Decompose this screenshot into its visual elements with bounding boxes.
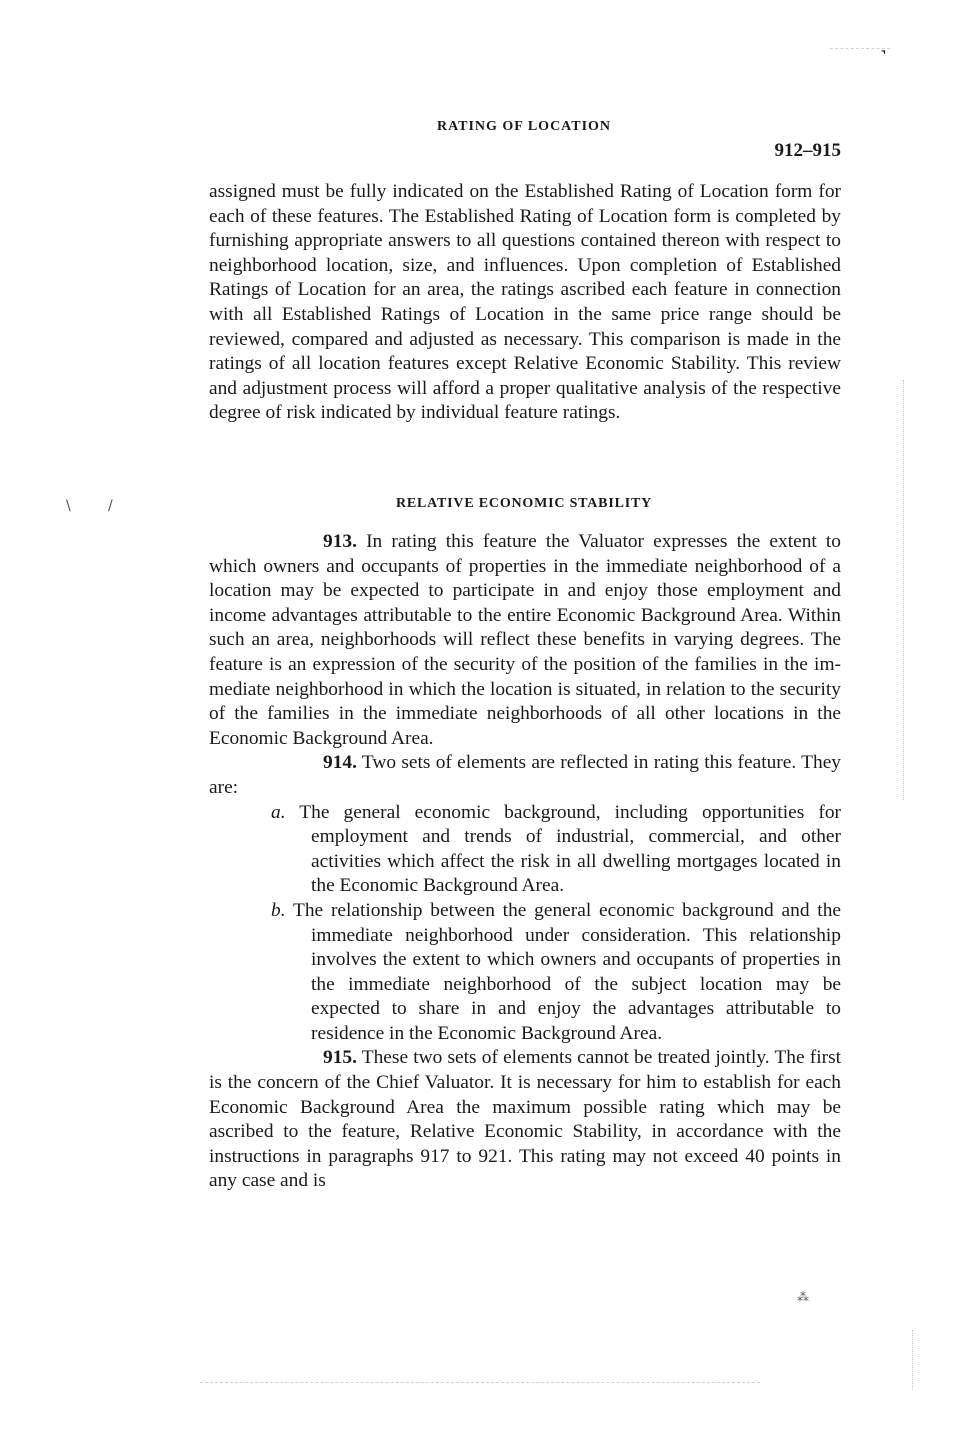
paragraph-text: Two sets of elements are reflected in rating this feature. They are: bbox=[209, 752, 841, 798]
paragraph-text: assigned must be fully indicated on the Established Rating of Location form for each of these features. The Established Rating of Location form is completed by furnishing appropriate answers to all questions contained thereon with respect to neighborhood location, size, and influences. Upon completion of Established Ratings of Location for an area, the ratings ascribed each feature in connection with all Established Ratings of Location in the same price range should be reviewed, compared and adjusted as necessary. This comparison is made in the ratings of all location features except Relative Economic Stability. This review and adjustment process will afford a proper qualitative analysis of the respective degree of risk indicated by individual feature ratings. bbox=[209, 181, 841, 424]
list-letter: b. bbox=[271, 899, 286, 921]
paragraph-text: These two sets of elements cannot be treated jointly. The first is the concern of the Chief Valuator. It is necessary for him to establish for each Economic Background Area the maximum possible rating which may be ascribed to the feature, Relative Economic Stability, in accordance with the instructions in paragraphs 917 to 921. This rating may not exceed 40 points in any case and is bbox=[209, 1047, 841, 1192]
list-letter: a. bbox=[271, 801, 286, 823]
list-item-text: The relationship between the general economic background and the immediate neighborhood under consideration. This relationship involves the extent to which owners and occupants of properties in the immediate neighborhood of the subject location may be expected to share in and enjoy the advantages attributable to residence in the Economic Background Area. bbox=[293, 899, 842, 1044]
element-list bbox=[209, 801, 841, 1047]
section-numbers: 912–915 bbox=[774, 140, 841, 161]
running-title: RATING OF LOCATION bbox=[436, 119, 612, 134]
list-item bbox=[271, 801, 841, 899]
section-body bbox=[209, 530, 841, 1194]
paragraph-text: In rating this feature the Valuator expresses the extent to which owners and occupants of properties in the immediate neighborhood of a location may be expected to participate in and enjoy those employment and income advantages attributable to the entire Economic Background Area. Within such an area, neighborhoods will reflect these benefits in varying degrees. The feature is an expression of the security of the position of the families in the immediate neighborhood in which the location is situated, in relation to the security of the families in the immediate neighborhoods of all other locations in the Economic Background Area. bbox=[209, 531, 841, 749]
list-item bbox=[271, 899, 841, 1047]
paragraph-915 bbox=[209, 1046, 841, 1194]
scan-mark: \ bbox=[66, 498, 71, 514]
section-heading: RELATIVE ECONOMIC STABILITY bbox=[395, 496, 653, 511]
scan-mark: / bbox=[108, 498, 113, 514]
continued-paragraph bbox=[209, 180, 841, 426]
scan-edge-line bbox=[903, 380, 904, 800]
paragraph-914 bbox=[209, 751, 841, 800]
scan-edge-line bbox=[912, 1330, 913, 1390]
scan-dash-line bbox=[200, 1382, 760, 1383]
list-item-text: The general economic background, including opportunities for employment and trends of industrial, commercial, and other activities which affect the risk in all dwelling mortgages located in the Economic Background Area. bbox=[299, 801, 842, 897]
scan-mark: ⁂ bbox=[797, 1290, 809, 1304]
paragraph-number: 915. bbox=[323, 1047, 357, 1069]
scan-mark: ˺ bbox=[880, 46, 887, 70]
paragraph-number: 914. bbox=[323, 752, 357, 774]
paragraph-913 bbox=[209, 530, 841, 751]
paragraph-number: 913. bbox=[323, 531, 357, 552]
